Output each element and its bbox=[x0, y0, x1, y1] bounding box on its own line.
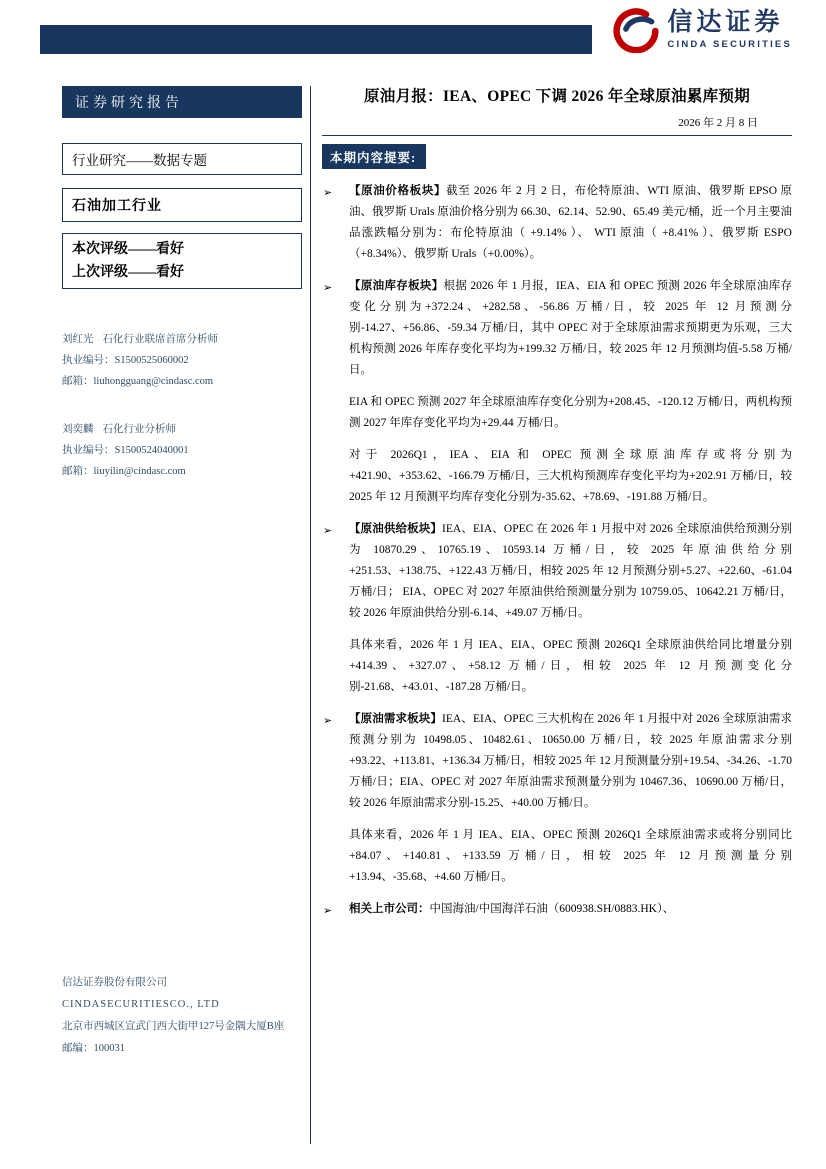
cinda-swoosh-icon bbox=[613, 7, 659, 53]
section-label: 【原油需求板块】 bbox=[349, 713, 443, 725]
logo-name-cn: 信达证券 bbox=[667, 9, 784, 37]
analyst-title: 石化行业联席首席分析师 bbox=[102, 334, 218, 345]
logo-text bbox=[667, 10, 792, 49]
sidebar bbox=[62, 86, 302, 482]
bullet-arrow-icon: ➢ bbox=[323, 281, 333, 294]
analyst-email: 邮箱：liuyilin@cindasc.com bbox=[62, 466, 186, 477]
analyst-title: 石化行业分析师 bbox=[102, 424, 176, 435]
rating-current: 本次评级——看好 bbox=[72, 242, 184, 257]
paragraph-text: 具体来看，2026 年 1 月 IEA、EIA、OPEC 预测 2026Q1 全球原油供给同比增量分别+414.39、+327.07、+58.12 万桶/日，相较 2025 年 12 月预测变化分别-21.68、+43.01、-187.28 万桶/日。 bbox=[349, 639, 792, 693]
report-date: 2026 年 2 月 8 日 bbox=[678, 117, 758, 129]
analyst-name: 刘奕麟 bbox=[62, 424, 94, 435]
section-label: 相关上市公司： bbox=[349, 903, 430, 915]
summary-paragraph bbox=[322, 709, 792, 814]
company-name-en: CINDASECURITIESCO., LTD bbox=[62, 999, 220, 1010]
report-type-label: 证券研究报告 bbox=[62, 86, 302, 118]
company-logo bbox=[613, 7, 792, 53]
analyst-name: 刘红光 bbox=[62, 334, 94, 345]
summary-paragraph bbox=[322, 181, 792, 265]
paragraph-text: IEA、EIA、OPEC 在 2026 年 1 月报中对 2026 全球原油供给预测分别为 10870.29、10765.19、10593.14 万桶/日，较 2025 年原油供给分别+251.53、+138.75、+122.43 万桶/日，相较 2025 年 12 月预测分别+5.27、+22.60、-61.04 万桶/日； EIA、OPEC 对 2027 年原油供给预测量分别为 10759.05、10642.21 万桶/日，较 2026 年原油供给分别-6.14、+49.07 万桶/日。 bbox=[349, 523, 793, 619]
column-divider bbox=[310, 86, 311, 1144]
section-label: 【原油供给板块】 bbox=[349, 523, 443, 535]
paragraph-text: 对于 2026Q1，IEA、EIA 和 OPEC 预测全球原油库存或将分别为 +421.90、+353.62、-166.79 万桶/日，三大机构预测库存变化平均为+202.91 万桶/日，较 2025 年 12 月预测平均库存变化分别为-35.62、+78.69、-191.88 万桶/日。 bbox=[349, 449, 792, 503]
paragraph-text: 中国海油/中国海洋石油（600938.SH/0883.HK）、 bbox=[429, 903, 675, 915]
report-title: 原油月报：IEA、OPEC 下调 2026 年全球原油累库预期 bbox=[363, 88, 751, 105]
industry-label: 石油加工行业 bbox=[62, 188, 302, 222]
analyst-license: 执业编号：S1500524040001 bbox=[62, 445, 189, 456]
summary-paragraph bbox=[322, 519, 792, 624]
header-navy-bar bbox=[40, 25, 592, 54]
title-divider bbox=[322, 135, 792, 136]
summary-paragraph bbox=[322, 635, 792, 698]
paragraph-text: EIA 和 OPEC 预测 2027 年全球原油库存变化分别为+208.45、-120.12 万桶/日，两机构预测 2027 年库存变化平均为+29.44 万桶/日。 bbox=[349, 396, 792, 429]
bullet-arrow-icon: ➢ bbox=[323, 904, 333, 917]
rating-previous: 上次评级——看好 bbox=[72, 265, 184, 280]
company-name-cn: 信达证券股份有限公司 bbox=[62, 977, 167, 988]
company-info bbox=[62, 972, 304, 1060]
company-address: 北京市西城区宣武门西大街甲127号金隅大厦B座 bbox=[62, 1021, 285, 1032]
summary-paragraph bbox=[322, 445, 792, 508]
analyst-name-row bbox=[62, 419, 302, 440]
paragraph-text: 具体来看，2026 年 1 月 IEA、EIA、OPEC 预测 2026Q1 全球原油需求或将分别同比+84.07、+140.81、+133.59 万桶/日，相较 2025 年 12 月预测量分别+13.94、-35.68、+4.60 万桶/日。 bbox=[349, 829, 792, 883]
section-label: 【原油价格板块】 bbox=[349, 185, 447, 197]
summary-list bbox=[322, 181, 792, 920]
company-postcode: 邮编：100031 bbox=[62, 1043, 125, 1054]
analyst-block bbox=[62, 329, 302, 392]
research-type-label: 行业研究——数据专题 bbox=[62, 143, 302, 175]
summary-paragraph bbox=[322, 276, 792, 381]
summary-paragraph bbox=[322, 392, 792, 434]
paragraph-text: 截至 2026 年 2 月 2 日，布伦特原油、WTI 原油、俄罗斯 EPSO 原油、俄罗斯 Urals 原油价格分别为 66.30、62.14、52.90、65.49 美元/桶，近一个月主要油品涨跌幅分别为：布伦特原油（ +9.14% ）、 WTI 原油（ +8.41% ）、俄罗斯 ESPO（+8.34%）、俄罗斯 Urals（+0.00%）。 bbox=[349, 185, 793, 260]
summary-paragraph bbox=[322, 899, 792, 920]
bullet-arrow-icon: ➢ bbox=[323, 714, 333, 727]
section-label: 【原油库存板块】 bbox=[349, 280, 444, 292]
summary-header: 本期内容提要: bbox=[322, 144, 426, 169]
analyst-email: 邮箱：liuhongguang@cindasc.com bbox=[62, 376, 214, 387]
summary-paragraph bbox=[322, 825, 792, 888]
main-content bbox=[322, 84, 792, 931]
analyst-license: 执业编号：S1500525060002 bbox=[62, 355, 189, 366]
paragraph-text: 根据 2026 年 1 月报，IEA、EIA 和 OPEC 预测 2026 年全球原油库存变化分别为+372.24、+282.58、-56.86 万桶/日，较 2025 年 12 月预测分别-14.27、+56.86、-59.34 万桶/日，其中 OPEC 对于全球原油需求预期更为乐观，三大机构预测 2026 年库存变化平均为+199.32 万桶/日，较 2025 年 12 月预测均值-5.58 万桶/日。 bbox=[349, 280, 793, 376]
paragraph-text: IEA、EIA、OPEC 三大机构在 2026 年 1 月报中对 2026 全球原油需求预测分别为 10498.05、10482.61、10650.00 万桶/日，较 2025 年原油需求分别+93.22、+113.81、+136.34 万桶/日，相较 2025 年 12 月预测量分别+19.54、-34.26、-1.70 万桶/日；EIA、OPEC 对 2027 年原油需求预测量分别为 10467.36、10690.00 万桶/日，较 2026 年原油需求分别-15.25、+40.00 万桶/日。 bbox=[349, 713, 793, 809]
rating-box bbox=[62, 233, 302, 289]
analyst-name-row bbox=[62, 329, 302, 350]
bullet-arrow-icon: ➢ bbox=[323, 186, 333, 199]
analyst-info bbox=[62, 329, 302, 482]
bullet-arrow-icon: ➢ bbox=[323, 524, 333, 537]
analyst-block bbox=[62, 419, 302, 482]
logo-name-en: CINDA SECURITIES bbox=[667, 38, 792, 50]
